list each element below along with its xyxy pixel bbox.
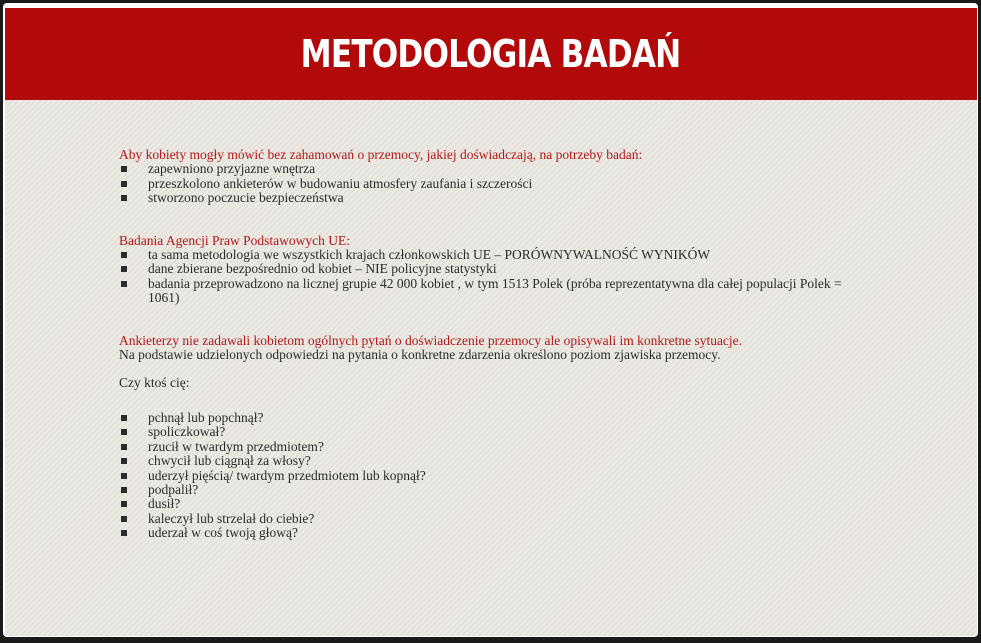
section3-heading: Ankieterzy nie zadawali kobietom ogólnych pytań o doświadczenie przemocy ale opisywali im konkretne sytuacje. bbox=[119, 332, 743, 348]
list-item: spoliczkował? bbox=[119, 425, 879, 439]
list-item: przeszkolono ankieterów w budowaniu atmosfery zaufania i szczerości bbox=[119, 177, 879, 191]
section2-heading: Badania Agencji Praw Podstawowych UE: bbox=[119, 232, 350, 248]
question-label: Czy ktoś cię: bbox=[119, 375, 190, 391]
list-item: rzucił w twardym przedmiotem? bbox=[119, 440, 879, 454]
slide-frame bbox=[3, 3, 978, 637]
list-item: uderzył pięścią/ twardym przedmiotem lub kopnął? bbox=[119, 469, 879, 483]
list-item: pchnął lub popchnął? bbox=[119, 411, 879, 425]
list-item: dane zbierane bezpośrednio od kobiet – NIE policyjne statystyki bbox=[119, 262, 879, 276]
list-item: chwycił lub ciągnął za włosy? bbox=[119, 454, 879, 468]
section3-text: Na podstawie udzielonych odpowiedzi na pytania o konkretne zdarzenia określono poziom zjawiska przemocy. bbox=[119, 347, 721, 363]
list-item: ta sama metodologia we wszystkich krajach członkowskich UE – PORÓWNYWALNOŚĆ WYNIKÓW bbox=[119, 248, 879, 262]
question-list bbox=[119, 411, 879, 541]
slide-content bbox=[119, 148, 879, 541]
section2-list bbox=[119, 248, 879, 306]
slide-title: METODOLOGIA BADAŃ bbox=[301, 32, 681, 76]
list-item: zapewniono przyjazne wnętrza bbox=[119, 162, 879, 176]
list-item: stworzono poczucie bezpieczeństwa bbox=[119, 191, 879, 205]
list-item: kaleczył lub strzelał do ciebie? bbox=[119, 512, 879, 526]
slide bbox=[5, 8, 977, 636]
list-item: podpalił? bbox=[119, 483, 879, 497]
section1-heading: Aby kobiety mogły mówić bez zahamowań o przemocy, jakiej doświadczają, na potrzeby badań: bbox=[119, 147, 643, 162]
section1-list bbox=[119, 162, 879, 205]
list-item: uderzał w coś twoją głową? bbox=[119, 526, 879, 540]
list-item: dusił? bbox=[119, 497, 879, 511]
title-bar bbox=[5, 8, 977, 100]
list-item: badania przeprowadzono na licznej grupie 42 000 kobiet , w tym 1513 Polek (próba reprezentatywna dla całej populacji Polek = 1061) bbox=[119, 277, 848, 306]
